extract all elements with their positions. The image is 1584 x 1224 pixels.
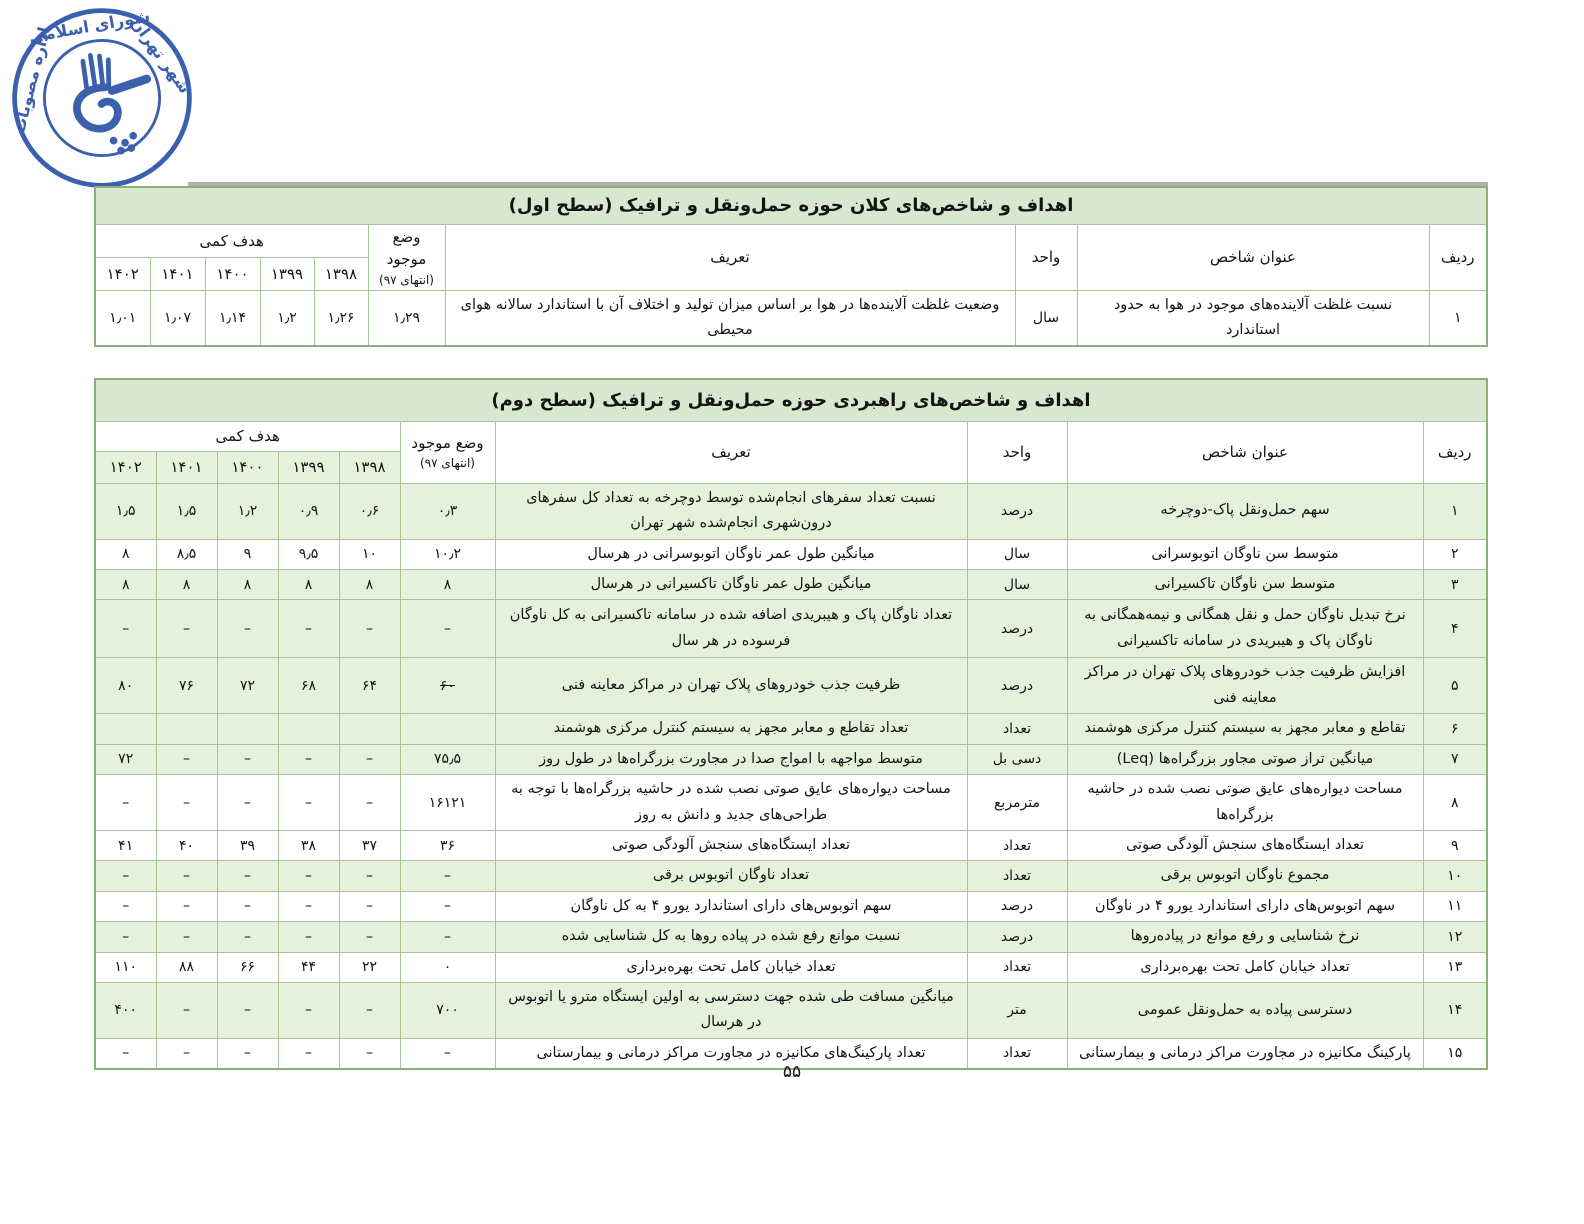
- row-number: ۲: [1423, 539, 1487, 569]
- current-status-label: وضع موجود: [386, 227, 427, 268]
- target-1400-cell: –: [217, 775, 278, 831]
- target-1398-cell: –: [339, 922, 400, 952]
- row-number: ۳: [1423, 569, 1487, 599]
- current-status-sublabel: (انتهای ۹۷): [420, 456, 475, 471]
- current-status-cell: –: [400, 600, 495, 658]
- target-1401-cell: –: [156, 744, 217, 774]
- indicator-cell: تعداد ایستگاه‌های سنجش آلودگی صوتی: [1067, 831, 1423, 861]
- table-row: [95, 600, 1487, 658]
- target-1401-cell: ۱٫۵: [156, 483, 217, 539]
- year-header-1401: ۱۴۰۱: [150, 257, 205, 290]
- current-status-cell: ۱۰٫۲: [400, 539, 495, 569]
- unit-cell: مترمربع: [967, 775, 1067, 831]
- indicator-cell: نرخ تبدیل ناوگان حمل و نقل همگانی و نیمه‌همگانی به ناوگان پاک و هیبریدی در سامانه تاکسیرانی: [1067, 600, 1423, 658]
- target-1398-cell: ۱٫۲۶: [314, 290, 368, 346]
- target-1398-cell: [339, 714, 400, 744]
- year-header-1399: ۱۳۹۹: [260, 257, 314, 290]
- definition-cell: متوسط مواجهه با امواج صدا در مجاورت بزرگراه‌ها در طول روز: [495, 744, 967, 774]
- target-1400-cell: ۱٫۲: [217, 483, 278, 539]
- col-header-unit: واحد: [1015, 224, 1077, 290]
- table-row: [95, 539, 1487, 569]
- unit-cell: درصد: [967, 922, 1067, 952]
- indicator-cell: سهم اتوبوس‌های دارای استاندارد یورو ۴ در ناوگان: [1067, 891, 1423, 921]
- col-header-row-no: ردیف: [1429, 224, 1487, 290]
- definition-cell: تعداد ناوگان پاک و هیبریدی اضافه شده در سامانه تاکسیرانی به کل ناوگان فرسوده در هر سال: [495, 600, 967, 658]
- col-header-quant-target: هدف کمی: [95, 421, 400, 451]
- table-row: [95, 922, 1487, 952]
- table1-title: اهداف و شاخص‌های کلان حوزه حمل‌ونقل و ترافیک (سطح اول): [95, 187, 1487, 224]
- table-row: [95, 290, 1487, 346]
- unit-cell: تعداد: [967, 952, 1067, 982]
- col-header-indicator: عنوان شاخص: [1077, 224, 1429, 290]
- target-1401-cell: ۴۰: [156, 831, 217, 861]
- col-header-unit: واحد: [967, 421, 1067, 483]
- target-1399-cell: [278, 714, 339, 744]
- indicator-cell: دسترسی پیاده به حمل‌ونقل عمومی: [1067, 982, 1423, 1038]
- unit-cell: دسی بل: [967, 744, 1067, 774]
- table2-title: اهداف و شاخص‌های راهبردی حوزه حمل‌ونقل و ترافیک (سطح دوم): [95, 379, 1487, 421]
- indicator-cell: سهم حمل‌ونقل پاک-دوچرخه: [1067, 483, 1423, 539]
- current-status-cell: ۱۶۱۲۱: [400, 775, 495, 831]
- unit-cell: درصد: [967, 891, 1067, 921]
- table-title-row: [95, 187, 1487, 224]
- target-1400-cell: –: [217, 1038, 278, 1069]
- target-1398-cell: ۶۴: [339, 658, 400, 714]
- row-number: ۶: [1423, 714, 1487, 744]
- stamp-text-1: اداره مصوبات: [9, 25, 54, 136]
- target-1402-cell: –: [95, 1038, 156, 1069]
- target-1402-cell: –: [95, 775, 156, 831]
- row-number: ۱: [1429, 290, 1487, 346]
- current-status-cell: ۳۶: [400, 831, 495, 861]
- year-header-1400: ۱۴۰۰: [205, 257, 260, 290]
- definition-cell: نسبت تعداد سفرهای انجام‌شده توسط دوچرخه به تعداد کل سفرهای درون‌شهری انجام‌شده شهر تهران: [495, 483, 967, 539]
- definition-cell: تعداد ناوگان اتوبوس برقی: [495, 861, 967, 891]
- stamp-text-2: شورای اسلامی: [27, 6, 152, 47]
- col-header-indicator: عنوان شاخص: [1067, 421, 1423, 483]
- target-1400-cell: –: [217, 922, 278, 952]
- unit-cell: درصد: [967, 658, 1067, 714]
- year-header-1398: ۱۳۹۸: [339, 451, 400, 483]
- target-1399-cell: –: [278, 1038, 339, 1069]
- target-1400-cell: –: [217, 744, 278, 774]
- target-1401-cell: [156, 714, 217, 744]
- target-1399-cell: –: [278, 891, 339, 921]
- row-number: ۱۰: [1423, 861, 1487, 891]
- unit-cell: تعداد: [967, 861, 1067, 891]
- current-status-cell: ۰٫۳: [400, 483, 495, 539]
- target-1398-cell: ۲۲: [339, 952, 400, 982]
- definition-cell: تعداد پارکینگ‌های مکانیزه در مجاورت مراکز درمانی و بیمارستانی: [495, 1038, 967, 1069]
- year-header-1401: ۱۴۰۱: [156, 451, 217, 483]
- definition-cell: میانگین طول عمر ناوگان تاکسیرانی در هرسال: [495, 569, 967, 599]
- indicator-cell: افزایش ظرفیت جذب خودروهای پلاک تهران در مراکز معاینه فنی: [1067, 658, 1423, 714]
- target-1402-cell: ۸: [95, 569, 156, 599]
- page-number: ۵۵: [782, 1062, 802, 1082]
- target-1398-cell: –: [339, 891, 400, 921]
- target-1400-cell: ۸: [217, 569, 278, 599]
- indicator-cell: تقاطع و معابر مجهز به سیستم کنترل مرکزی هوشمند: [1067, 714, 1423, 744]
- current-status-cell: ۷۰۰: [400, 982, 495, 1038]
- row-number: ۱۲: [1423, 922, 1487, 952]
- col-header-quant-target: هدف کمی: [95, 224, 368, 257]
- target-1400-cell: ۹: [217, 539, 278, 569]
- definition-cell: میانگین مسافت طی شده جهت دسترسی به اولین ایستگاه مترو یا اتوبوس در هرسال: [495, 982, 967, 1038]
- table-row: [95, 569, 1487, 599]
- target-1400-cell: ۷۲: [217, 658, 278, 714]
- indicator-cell: مساحت دیواره‌های عایق صوتی نصب شده در حاشیه بزرگراه‌ها: [1067, 775, 1423, 831]
- target-1398-cell: –: [339, 982, 400, 1038]
- unit-cell: تعداد: [967, 1038, 1067, 1069]
- row-number: ۷: [1423, 744, 1487, 774]
- indicator-cell: میانگین تراز صوتی مجاور بزرگراه‌ها (Leq): [1067, 744, 1423, 774]
- target-1400-cell: [217, 714, 278, 744]
- target-1399-cell: ۱٫۲: [260, 290, 314, 346]
- row-number: ۱: [1423, 483, 1487, 539]
- target-1398-cell: –: [339, 775, 400, 831]
- table-row: [95, 744, 1487, 774]
- table-row: [95, 483, 1487, 539]
- indicator-cell: پارکینگ مکانیزه در مجاورت مراکز درمانی و بیمارستانی: [1067, 1038, 1423, 1069]
- indicator-cell: متوسط سن ناوگان اتوبوسرانی: [1067, 539, 1423, 569]
- unit-cell: سال: [1015, 290, 1077, 346]
- indicator-cell: نسبت غلظت آلاینده‌های موجود در هوا به حدود استاندارد: [1077, 290, 1429, 346]
- target-1400-cell: –: [217, 891, 278, 921]
- target-1402-cell: ۴۰۰: [95, 982, 156, 1038]
- row-number: ۴: [1423, 600, 1487, 658]
- target-1398-cell: ۱۰: [339, 539, 400, 569]
- year-header-1402: ۱۴۰۲: [95, 451, 156, 483]
- target-1399-cell: –: [278, 744, 339, 774]
- target-1402-cell: –: [95, 600, 156, 658]
- table-row: [95, 714, 1487, 744]
- target-1402-cell: ۷۲: [95, 744, 156, 774]
- definition-cell: تعداد خیابان کامل تحت بهره‌برداری: [495, 952, 967, 982]
- target-1401-cell: ۷۶: [156, 658, 217, 714]
- target-1399-cell: –: [278, 922, 339, 952]
- target-1400-cell: –: [217, 861, 278, 891]
- target-1399-cell: ۸: [278, 569, 339, 599]
- target-1399-cell: ۹٫۵: [278, 539, 339, 569]
- target-1399-cell: ۳۸: [278, 831, 339, 861]
- target-1402-cell: –: [95, 861, 156, 891]
- unit-cell: درصد: [967, 600, 1067, 658]
- row-number: ۱۴: [1423, 982, 1487, 1038]
- target-1402-cell: ۱٫۵: [95, 483, 156, 539]
- col-header-current-status: [400, 421, 495, 483]
- unit-cell: تعداد: [967, 714, 1067, 744]
- target-1402-cell: ۸: [95, 539, 156, 569]
- target-1398-cell: –: [339, 600, 400, 658]
- col-header-current-status: [368, 224, 445, 290]
- target-1400-cell: ۳۹: [217, 831, 278, 861]
- row-number: ۸: [1423, 775, 1487, 831]
- year-header-1399: ۱۳۹۹: [278, 451, 339, 483]
- row-number: ۱۱: [1423, 891, 1487, 921]
- year-header-1398: ۱۳۹۸: [314, 257, 368, 290]
- indicator-cell: نرخ شناسایی و رفع موانع در پیاده‌روها: [1067, 922, 1423, 952]
- target-1400-cell: ۶۶: [217, 952, 278, 982]
- definition-cell: مساحت دیواره‌های عایق صوتی نصب شده در حاشیه بزرگراه‌ها با توجه به طراحی‌های جدید و دانش به روز: [495, 775, 967, 831]
- target-1401-cell: –: [156, 982, 217, 1038]
- unit-cell: تعداد: [967, 831, 1067, 861]
- target-1402-cell: [95, 714, 156, 744]
- target-1401-cell: ۸۸: [156, 952, 217, 982]
- table-level-two: [96, 378, 1488, 1070]
- current-status-sublabel: (انتهای ۹۷): [379, 272, 434, 287]
- table-row: [95, 891, 1487, 921]
- stamp-text-3: شهر تهران: [126, 13, 195, 97]
- header-row: [95, 421, 1487, 451]
- table-row: [95, 775, 1487, 831]
- target-1401-cell: –: [156, 1038, 217, 1069]
- unit-cell: درصد: [967, 483, 1067, 539]
- table-level-one: [96, 186, 1488, 347]
- current-status-cell: ۸: [400, 569, 495, 599]
- row-number: ۹: [1423, 831, 1487, 861]
- unit-cell: سال: [967, 539, 1067, 569]
- current-status-cell: ۶۰: [400, 658, 495, 714]
- target-1401-cell: –: [156, 775, 217, 831]
- target-1398-cell: ۳۷: [339, 831, 400, 861]
- target-1398-cell: ۰٫۶: [339, 483, 400, 539]
- indicator-cell: مجموع ناوگان اتوبوس برقی: [1067, 861, 1423, 891]
- definition-cell: نسبت موانع رفع شده در پیاده روها به کل شناسایی شده: [495, 922, 967, 952]
- target-1400-cell: –: [217, 982, 278, 1038]
- target-1398-cell: –: [339, 744, 400, 774]
- level-one-table: [94, 186, 1488, 347]
- unit-cell: سال: [967, 569, 1067, 599]
- target-1401-cell: ۸: [156, 569, 217, 599]
- council-stamp: [6, 2, 198, 194]
- target-1401-cell: –: [156, 891, 217, 921]
- col-header-row-no: ردیف: [1423, 421, 1487, 483]
- target-1398-cell: ۸: [339, 569, 400, 599]
- current-status-cell: ۱٫۲۹: [368, 290, 445, 346]
- target-1399-cell: –: [278, 861, 339, 891]
- definition-cell: وضعیت غلظت آلاینده‌ها در هوا بر اساس میزان تولید و اختلاف آن با استاندارد سالانه هوای محیطی: [445, 290, 1015, 346]
- level-two-table: [94, 378, 1488, 1070]
- table-row: [95, 861, 1487, 891]
- year-header-1402: ۱۴۰۲: [95, 257, 150, 290]
- row-number: ۱۳: [1423, 952, 1487, 982]
- header-row: [95, 224, 1487, 257]
- target-1399-cell: –: [278, 775, 339, 831]
- definition-cell: تعداد تقاطع و معابر مجهز به سیستم کنترل مرکزی هوشمند: [495, 714, 967, 744]
- table-title-row: [95, 379, 1487, 421]
- target-1399-cell: –: [278, 600, 339, 658]
- stamp-graphic: [6, 2, 198, 194]
- target-1399-cell: ۰٫۹: [278, 483, 339, 539]
- target-1399-cell: ۶۸: [278, 658, 339, 714]
- target-1400-cell: –: [217, 600, 278, 658]
- target-1398-cell: –: [339, 861, 400, 891]
- target-1398-cell: –: [339, 1038, 400, 1069]
- target-1402-cell: –: [95, 891, 156, 921]
- indicator-cell: متوسط سن ناوگان تاکسیرانی: [1067, 569, 1423, 599]
- current-status-cell: –: [400, 891, 495, 921]
- target-1402-cell: –: [95, 922, 156, 952]
- col-header-definition: تعریف: [445, 224, 1015, 290]
- target-1401-cell: ۸٫۵: [156, 539, 217, 569]
- current-status-cell: –: [400, 1038, 495, 1069]
- row-number: ۱۵: [1423, 1038, 1487, 1069]
- current-status-cell: [400, 714, 495, 744]
- definition-cell: تعداد ایستگاه‌های سنجش آلودگی صوتی: [495, 831, 967, 861]
- target-1401-cell: –: [156, 861, 217, 891]
- current-status-cell: ۰: [400, 952, 495, 982]
- target-1401-cell: –: [156, 600, 217, 658]
- target-1402-cell: ۱۱۰: [95, 952, 156, 982]
- current-status-label: وضع موجود: [411, 433, 484, 452]
- target-1401-cell: –: [156, 922, 217, 952]
- target-1402-cell: ۸۰: [95, 658, 156, 714]
- definition-cell: ظرفیت جذب خودروهای پلاک تهران در مراکز معاینه فنی: [495, 658, 967, 714]
- current-status-cell: –: [400, 922, 495, 952]
- table-row: [95, 982, 1487, 1038]
- target-1402-cell: ۱٫۰۱: [95, 290, 150, 346]
- target-1401-cell: ۱٫۰۷: [150, 290, 205, 346]
- target-1402-cell: ۴۱: [95, 831, 156, 861]
- definition-cell: میانگین طول عمر ناوگان اتوبوسرانی در هرسال: [495, 539, 967, 569]
- definition-cell: سهم اتوبوس‌های دارای استاندارد یورو ۴ به کل ناوگان: [495, 891, 967, 921]
- col-header-definition: تعریف: [495, 421, 967, 483]
- table-row: [95, 831, 1487, 861]
- current-status-cell: ۷۵٫۵: [400, 744, 495, 774]
- target-1399-cell: ۴۴: [278, 952, 339, 982]
- target-1400-cell: ۱٫۱۴: [205, 290, 260, 346]
- table-row: [95, 658, 1487, 714]
- table-row: [95, 952, 1487, 982]
- target-1399-cell: –: [278, 982, 339, 1038]
- year-header-1400: ۱۴۰۰: [217, 451, 278, 483]
- current-status-cell: –: [400, 861, 495, 891]
- unit-cell: متر: [967, 982, 1067, 1038]
- row-number: ۵: [1423, 658, 1487, 714]
- indicator-cell: تعداد خیابان کامل تحت بهره‌برداری: [1067, 952, 1423, 982]
